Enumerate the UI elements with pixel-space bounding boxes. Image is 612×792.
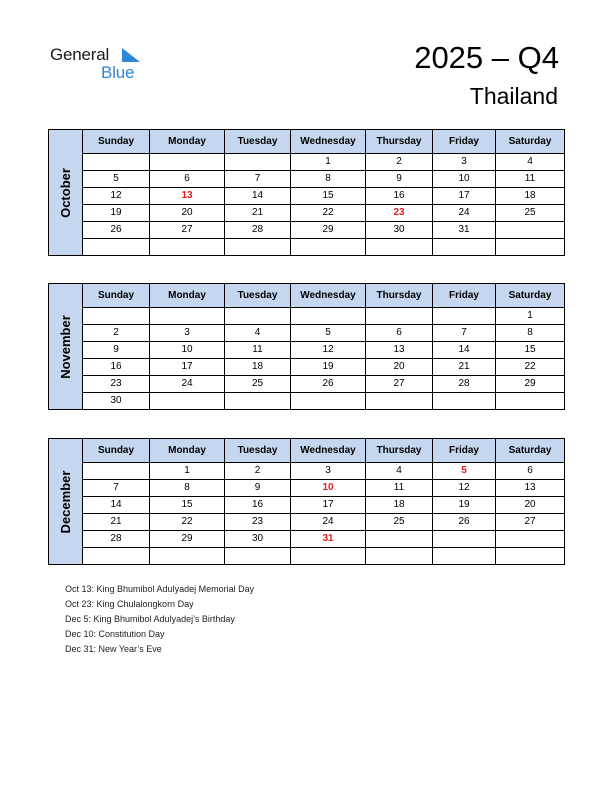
day-cell: 17: [291, 497, 366, 514]
day-cell: 9: [83, 342, 150, 359]
day-cell: 31: [433, 222, 496, 239]
weekday-header: Sunday: [83, 284, 150, 308]
day-cell: 2: [366, 154, 433, 171]
day-cell: 14: [225, 188, 291, 205]
day-cell: 8: [496, 325, 565, 342]
week-row: [49, 308, 565, 325]
day-cell: 3: [291, 463, 366, 480]
day-cell: 19: [83, 205, 150, 222]
day-cell: [291, 308, 366, 325]
day-cell: [496, 531, 565, 548]
logo-blue-text: Blue: [101, 63, 135, 82]
calendar-table: [48, 438, 565, 565]
day-cell: [366, 308, 433, 325]
weekday-header: Tuesday: [225, 284, 291, 308]
week-row: [49, 514, 565, 531]
day-cell: 25: [366, 514, 433, 531]
day-cell: [433, 239, 496, 256]
week-row: [49, 154, 565, 171]
weekday-header: Thursday: [366, 130, 433, 154]
calendar-table: [48, 129, 565, 256]
day-cell: 4: [366, 463, 433, 480]
day-cell: [366, 531, 433, 548]
day-cell: 6: [150, 171, 225, 188]
day-cell: 28: [225, 222, 291, 239]
day-cell: 13: [150, 188, 225, 205]
day-cell: [225, 308, 291, 325]
day-cell: 23: [366, 205, 433, 222]
day-cell: 20: [150, 205, 225, 222]
day-cell: 14: [433, 342, 496, 359]
day-cell: 9: [225, 480, 291, 497]
day-cell: 18: [225, 359, 291, 376]
day-cell: 22: [291, 205, 366, 222]
weekday-header: Sunday: [83, 130, 150, 154]
day-cell: [291, 239, 366, 256]
day-cell: 10: [433, 171, 496, 188]
day-cell: 30: [83, 393, 150, 410]
day-cell: 23: [225, 514, 291, 531]
day-cell: [225, 393, 291, 410]
day-cell: [433, 531, 496, 548]
weekday-header: Tuesday: [225, 130, 291, 154]
day-cell: 5: [433, 463, 496, 480]
day-cell: 12: [291, 342, 366, 359]
day-cell: 12: [83, 188, 150, 205]
holiday-note: Oct 13: King Bhumibol Adulyadej Memorial Day: [65, 584, 255, 594]
week-row: [49, 188, 565, 205]
month-calendar-october: [48, 129, 564, 256]
week-row: [49, 376, 565, 393]
day-cell: 5: [83, 171, 150, 188]
weekday-header: Friday: [433, 439, 496, 463]
day-cell: 20: [496, 497, 565, 514]
day-cell: [225, 154, 291, 171]
day-cell: [291, 548, 366, 565]
weekday-header: Monday: [150, 439, 225, 463]
day-cell: 29: [150, 531, 225, 548]
day-cell: 26: [83, 222, 150, 239]
weekday-header: Wednesday: [291, 439, 366, 463]
calendar-table: [48, 283, 565, 410]
weekday-header: Saturday: [496, 284, 565, 308]
day-cell: 3: [433, 154, 496, 171]
day-cell: 15: [150, 497, 225, 514]
day-cell: 22: [150, 514, 225, 531]
weekday-header: Friday: [433, 130, 496, 154]
day-cell: 22: [496, 359, 565, 376]
day-cell: [83, 154, 150, 171]
weekday-header: Monday: [150, 130, 225, 154]
day-cell: 24: [150, 376, 225, 393]
day-cell: 15: [496, 342, 565, 359]
day-cell: [225, 239, 291, 256]
day-cell: [433, 548, 496, 565]
month-name: October: [57, 167, 73, 218]
day-cell: 19: [291, 359, 366, 376]
day-cell: 9: [366, 171, 433, 188]
day-cell: 15: [291, 188, 366, 205]
day-cell: 29: [496, 376, 565, 393]
day-cell: 11: [496, 171, 565, 188]
day-cell: [366, 393, 433, 410]
day-cell: [366, 548, 433, 565]
day-cell: [83, 239, 150, 256]
day-cell: 6: [366, 325, 433, 342]
day-cell: 30: [366, 222, 433, 239]
holiday-note: Dec 5: King Bhumibol Adulyadej’s Birthday: [65, 614, 235, 624]
day-cell: [496, 393, 565, 410]
month-calendar-december: [48, 438, 564, 565]
week-row: [49, 205, 565, 222]
day-cell: 19: [433, 497, 496, 514]
week-row: [49, 393, 565, 410]
week-row: [49, 325, 565, 342]
day-cell: 2: [225, 463, 291, 480]
month-label-cell: [49, 439, 83, 565]
day-cell: [150, 308, 225, 325]
day-cell: 26: [433, 514, 496, 531]
logo-general-text: General: [50, 45, 110, 64]
day-cell: 10: [291, 480, 366, 497]
day-cell: 16: [83, 359, 150, 376]
month-name: December: [57, 470, 73, 533]
logo-triangle-icon: [120, 48, 142, 64]
day-cell: 29: [291, 222, 366, 239]
weekday-header-row: [49, 284, 565, 308]
day-cell: 13: [366, 342, 433, 359]
weekday-header-row: [49, 439, 565, 463]
week-row: [49, 239, 565, 256]
week-row: [49, 497, 565, 514]
day-cell: 28: [433, 376, 496, 393]
weekday-header: Saturday: [496, 439, 565, 463]
country-name: Thailand: [469, 83, 558, 109]
day-cell: 23: [83, 376, 150, 393]
day-cell: [150, 239, 225, 256]
day-cell: 18: [496, 188, 565, 205]
day-cell: 12: [433, 480, 496, 497]
weekday-header: Thursday: [366, 284, 433, 308]
week-row: [49, 342, 565, 359]
week-row: [49, 359, 565, 376]
day-cell: 10: [150, 342, 225, 359]
day-cell: 1: [291, 154, 366, 171]
day-cell: [150, 393, 225, 410]
day-cell: 21: [83, 514, 150, 531]
day-cell: [433, 393, 496, 410]
month-name: November: [57, 314, 73, 379]
weekday-header: Tuesday: [225, 439, 291, 463]
day-cell: 31: [291, 531, 366, 548]
day-cell: 13: [496, 480, 565, 497]
day-cell: 2: [83, 325, 150, 342]
week-row: [49, 480, 565, 497]
day-cell: 24: [291, 514, 366, 531]
week-row: [49, 548, 565, 565]
day-cell: [496, 239, 565, 256]
day-cell: 21: [433, 359, 496, 376]
week-row: [49, 171, 565, 188]
day-cell: 16: [366, 188, 433, 205]
weekday-header: Saturday: [496, 130, 565, 154]
weekday-header: Monday: [150, 284, 225, 308]
holiday-note: Dec 31: New Year’s Eve: [65, 644, 162, 654]
day-cell: 5: [291, 325, 366, 342]
day-cell: 4: [225, 325, 291, 342]
day-cell: 11: [366, 480, 433, 497]
day-cell: [150, 154, 225, 171]
week-row: [49, 531, 565, 548]
weekday-header: Wednesday: [291, 284, 366, 308]
holiday-note: Dec 10: Constitution Day: [65, 629, 165, 639]
day-cell: [366, 239, 433, 256]
weekday-header: Wednesday: [291, 130, 366, 154]
day-cell: 8: [150, 480, 225, 497]
day-cell: 18: [366, 497, 433, 514]
brand-logo: [50, 44, 150, 84]
day-cell: 26: [291, 376, 366, 393]
day-cell: [225, 548, 291, 565]
day-cell: 28: [83, 531, 150, 548]
day-cell: 7: [225, 171, 291, 188]
page-title: 2025 – Q4: [414, 40, 559, 75]
day-cell: 21: [225, 205, 291, 222]
day-cell: 27: [366, 376, 433, 393]
day-cell: [433, 308, 496, 325]
day-cell: 1: [496, 308, 565, 325]
week-row: [49, 463, 565, 480]
day-cell: [83, 308, 150, 325]
day-cell: 20: [366, 359, 433, 376]
day-cell: 7: [83, 480, 150, 497]
day-cell: 3: [150, 325, 225, 342]
month-label-cell: [49, 130, 83, 256]
day-cell: 11: [225, 342, 291, 359]
holiday-note: Oct 23: King Chulalongkorn Day: [65, 599, 194, 609]
day-cell: 30: [225, 531, 291, 548]
day-cell: 17: [433, 188, 496, 205]
day-cell: 14: [83, 497, 150, 514]
weekday-header-row: [49, 130, 565, 154]
day-cell: [150, 548, 225, 565]
holiday-notes: [65, 582, 254, 657]
day-cell: [496, 222, 565, 239]
day-cell: 27: [496, 514, 565, 531]
week-row: [49, 222, 565, 239]
day-cell: 27: [150, 222, 225, 239]
day-cell: 8: [291, 171, 366, 188]
month-calendar-november: [48, 283, 564, 410]
weekday-header: Thursday: [366, 439, 433, 463]
day-cell: [291, 393, 366, 410]
month-label-cell: [49, 284, 83, 410]
day-cell: 1: [150, 463, 225, 480]
weekday-header: Friday: [433, 284, 496, 308]
day-cell: 4: [496, 154, 565, 171]
day-cell: [496, 548, 565, 565]
day-cell: 16: [225, 497, 291, 514]
day-cell: [83, 463, 150, 480]
day-cell: 17: [150, 359, 225, 376]
day-cell: 7: [433, 325, 496, 342]
day-cell: [83, 548, 150, 565]
day-cell: 24: [433, 205, 496, 222]
day-cell: 25: [225, 376, 291, 393]
weekday-header: Sunday: [83, 439, 150, 463]
day-cell: 25: [496, 205, 565, 222]
day-cell: 6: [496, 463, 565, 480]
